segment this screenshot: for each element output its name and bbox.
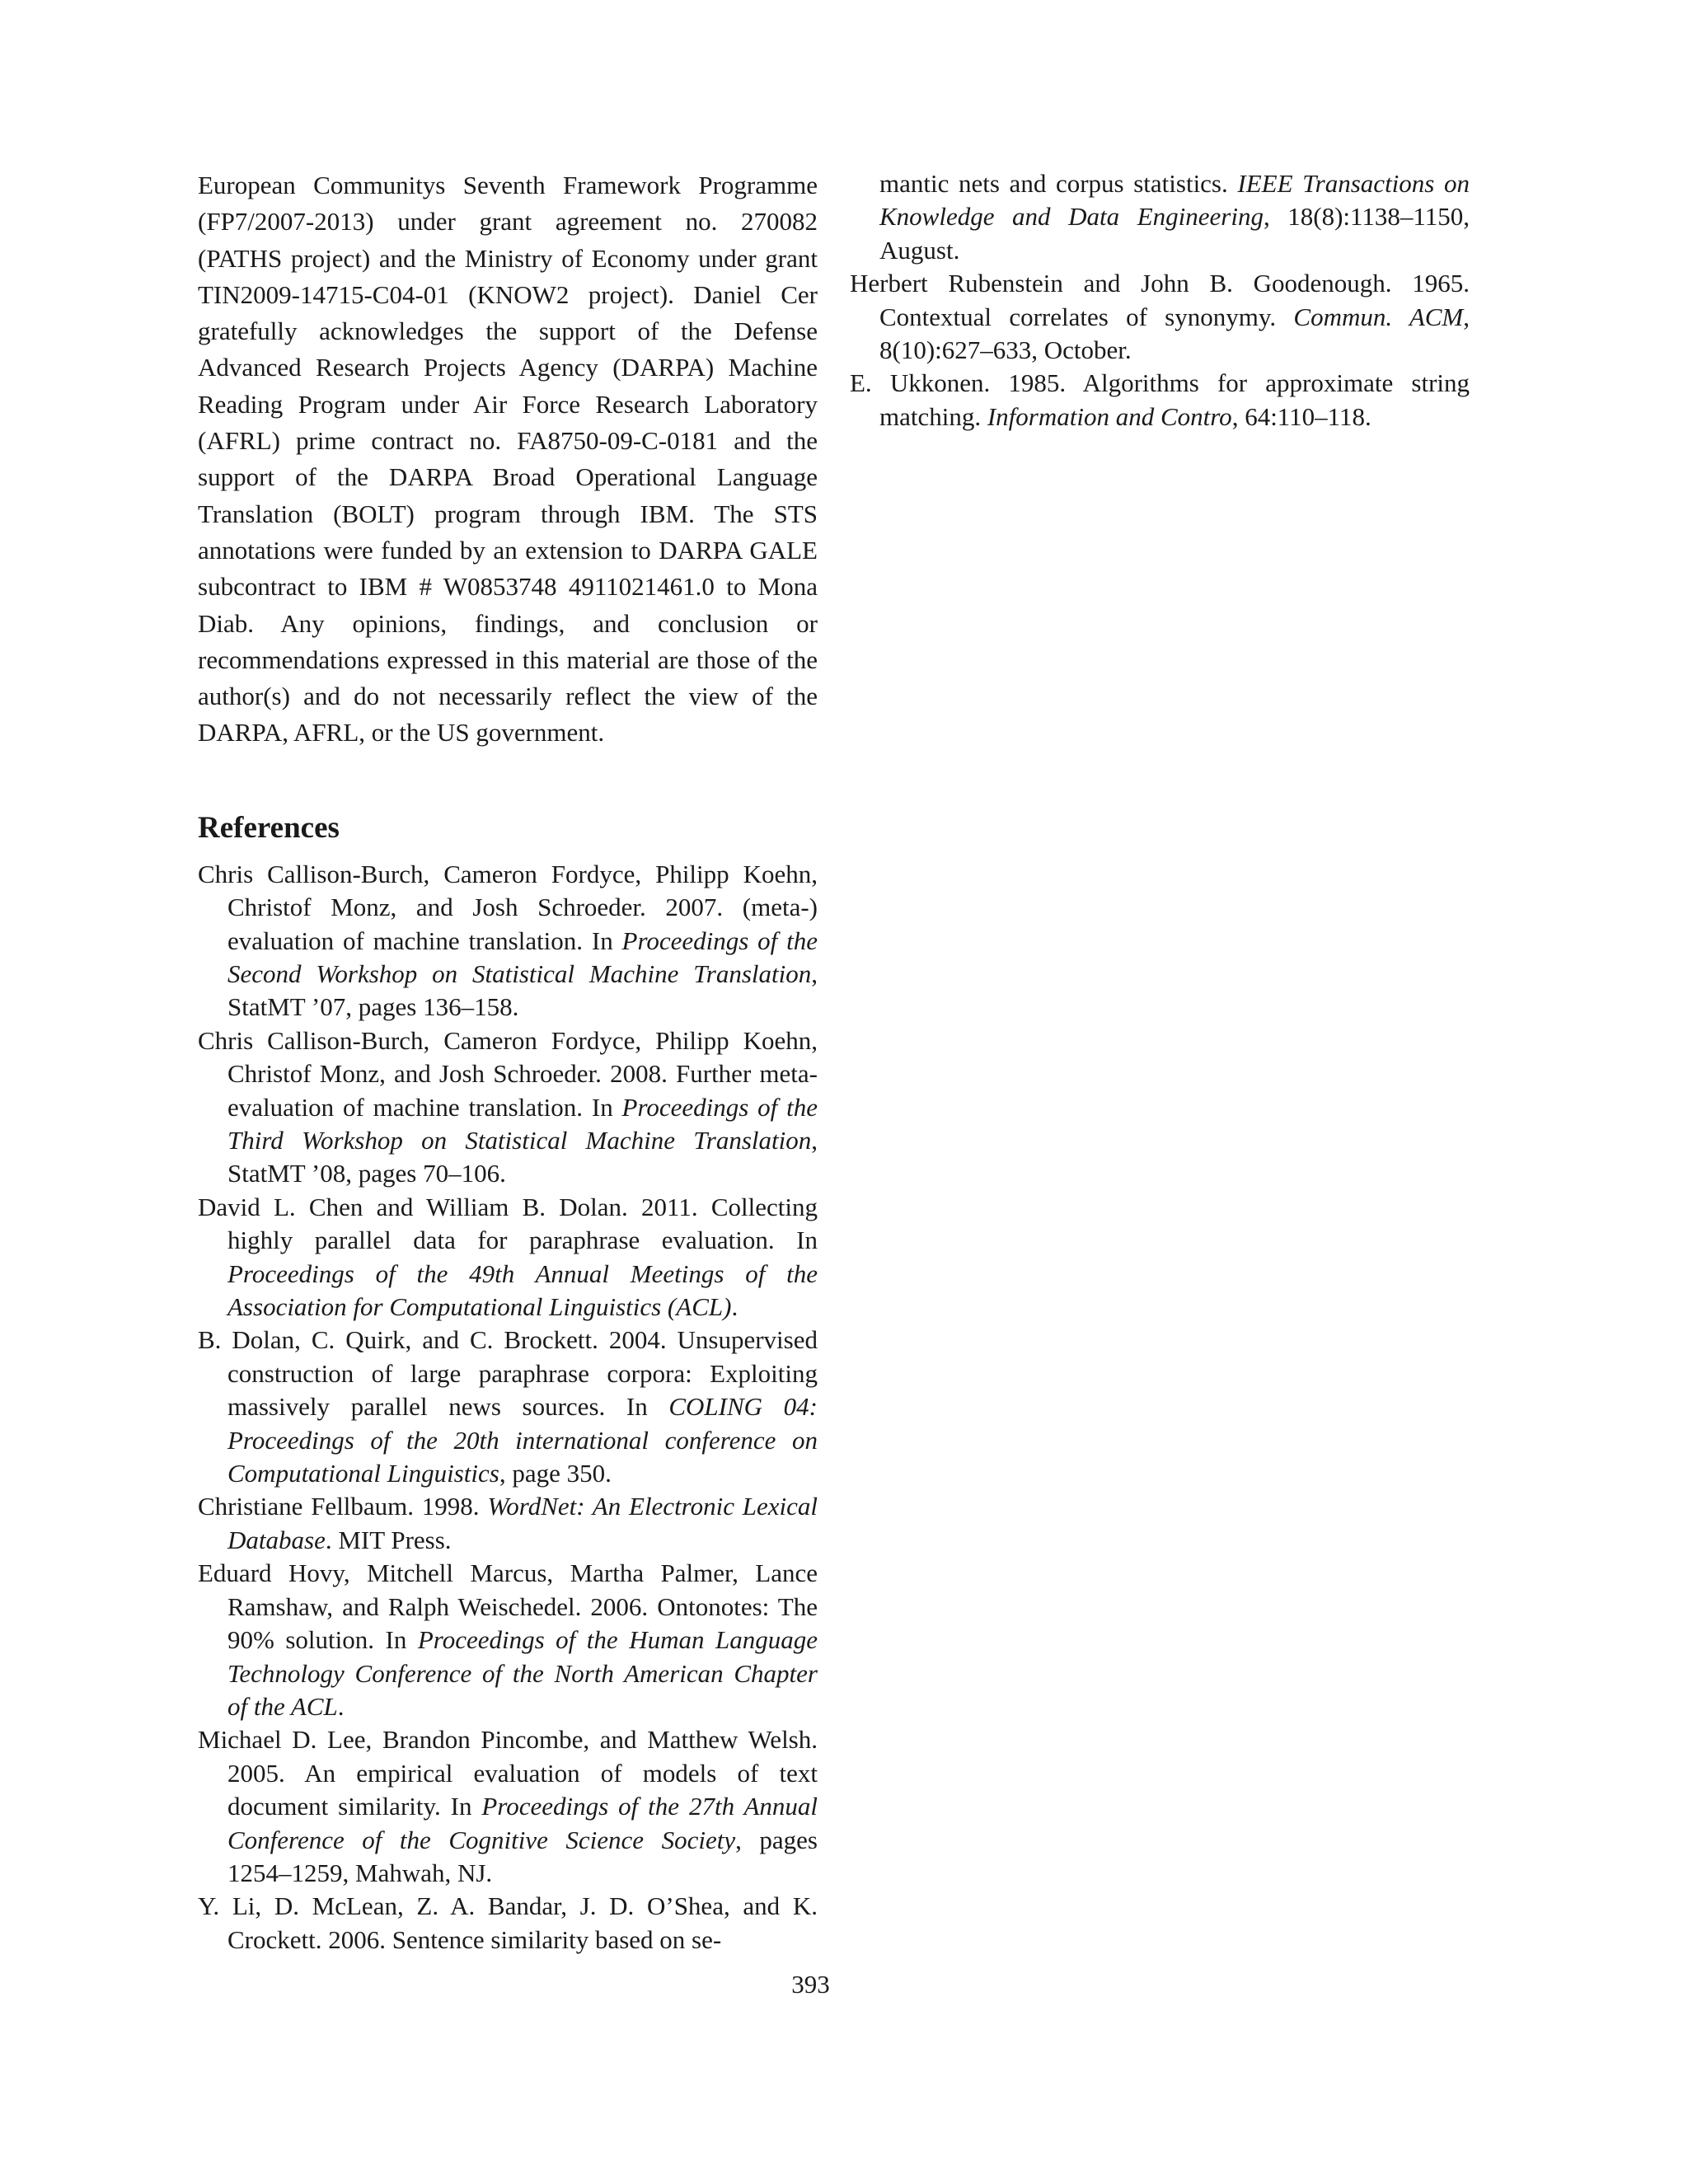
reference-entry xyxy=(198,1723,818,1890)
reference-venue: Proceedings of the Second Workshop on Statistical Machine Translation xyxy=(227,926,818,988)
reference-entry xyxy=(198,1490,818,1557)
reference-entry xyxy=(198,1024,818,1191)
reference-entry xyxy=(850,267,1470,367)
reference-details: , 64:110–118. xyxy=(1231,401,1372,431)
reference-text: B. Dolan, C. Quirk, and C. Brockett. 2004. Unsupervised construction of large paraphrase corpora: Exploiting massively parallel news sources. In xyxy=(198,1325,818,1422)
reference-venue: WordNet: An Electronic Lexical Database xyxy=(227,1492,818,1554)
reference-details: , page 350. xyxy=(499,1459,612,1488)
reference-entry xyxy=(850,367,1470,434)
reference-venue: IEEE Transactions on Knowledge and Data Engineering xyxy=(879,169,1470,232)
reference-text: Y. Li, D. McLean, Z. A. Bandar, J. D. O’Shea, and K. Crockett. 2006. Sentence similarity based on se- xyxy=(198,1891,818,1954)
reference-venue: Proceedings of the 27th Annual Conference of the Cognitive Science Society xyxy=(227,1792,818,1854)
reference-details: . xyxy=(731,1292,738,1322)
right-column xyxy=(850,167,1470,434)
reference-text: Chris Callison-Burch, Cameron Fordyce, Philipp Koehn, Christof Monz, and Josh Schroeder. 2007. (meta-) evaluation of machine translation. In xyxy=(198,859,818,955)
reference-text: mantic nets and corpus statistics. xyxy=(879,169,1238,198)
reference-text: Christiane Fellbaum. 1998. xyxy=(198,1492,488,1521)
reference-venue: Commun. ACM xyxy=(1293,302,1464,331)
reference-text: E. Ukkonen. 1985. Algorithms for approximate string matching. xyxy=(850,368,1470,431)
reference-venue: COLING 04: Proceedings of the 20th international conference on Computational Linguistics xyxy=(227,1392,818,1488)
reference-text: Eduard Hovy, Mitchell Marcus, Martha Palmer, Lance Ramshaw, and Ralph Weischedel. 2006. Ontonotes: The 90% solution. In xyxy=(198,1558,818,1655)
reference-entry xyxy=(198,1890,818,1957)
reference-entry xyxy=(198,858,818,1024)
acknowledgment-paragraph: European Communitys Seventh Framework Programme (FP7/2007-2013) under grant agreement no. 270082 (PATHS project) and the Ministry of Economy under grant TIN2009-14715-C04-01 (KNOW2 project). Daniel Cer gratefully acknowledges the support of the Defense Advanced Research Projects Agency (DARPA) Machine Reading Program under Air Force Research Laboratory (AFRL) prime contract no. FA8750-09-C-0181 and the support of the DARPA Broad Operational Language Translation (BOLT) program through IBM. The STS annotations were funded by an extension to DARPA GALE subcontract to IBM # W0853748 4911021461.0 to Mona Diab. Any opinions, findings, and conclusion or recommendations expressed in this material are those of the author(s) and do not necessarily reflect the view of the DARPA, AFRL, or the US government. xyxy=(198,171,818,748)
reference-entry xyxy=(198,1324,818,1490)
reference-details: , StatMT ’07, pages 136–158. xyxy=(227,958,818,1022)
reference-details: , StatMT ’08, pages 70–106. xyxy=(227,1126,818,1188)
reference-details: . MIT Press. xyxy=(325,1525,452,1554)
reference-list xyxy=(198,858,818,1957)
reference-details: , 18(8):1138–1150, August. xyxy=(879,202,1470,265)
reference-venue: Proceedings of the Human Language Technology Conference of the North American Chapter of the ACL xyxy=(227,1625,818,1721)
reference-text: David L. Chen and William B. Dolan. 2011. Collecting highly parallel data for paraphrase evaluation. In xyxy=(198,1192,818,1255)
references-heading: References xyxy=(198,810,340,845)
reference-venue: Proceedings of the 49th Annual Meetings of the Association for Computational Linguistics (ACL) xyxy=(227,1258,818,1322)
reference-continuation xyxy=(850,167,1470,267)
left-column xyxy=(198,167,818,1957)
reference-text: Herbert Rubenstein and John B. Goodenough. 1965. Contextual correlates of synonymy. xyxy=(850,269,1470,331)
reference-entry xyxy=(198,1191,818,1324)
page-number: 393 xyxy=(791,1970,830,1999)
reference-details: , 8(10):627–633, October. xyxy=(879,302,1470,365)
reference-text: Michael D. Lee, Brandon Pincombe, and Matthew Welsh. 2005. An empirical evaluation of models of text document similarity. In xyxy=(198,1725,818,1821)
reference-venue: Proceedings of the Third Workshop on Statistical Machine Translation xyxy=(227,1092,818,1155)
reference-venue: Information and Contro xyxy=(987,401,1232,431)
reference-details: , pages 1254–1259, Mahwah, NJ. xyxy=(227,1825,818,1887)
reference-entry xyxy=(198,1557,818,1723)
reference-details: . xyxy=(337,1691,345,1721)
reference-text: Chris Callison-Burch, Cameron Fordyce, Philipp Koehn, Christof Monz, and Josh Schroeder. 2008. Further meta-evaluation of machine translation. In xyxy=(198,1025,818,1122)
